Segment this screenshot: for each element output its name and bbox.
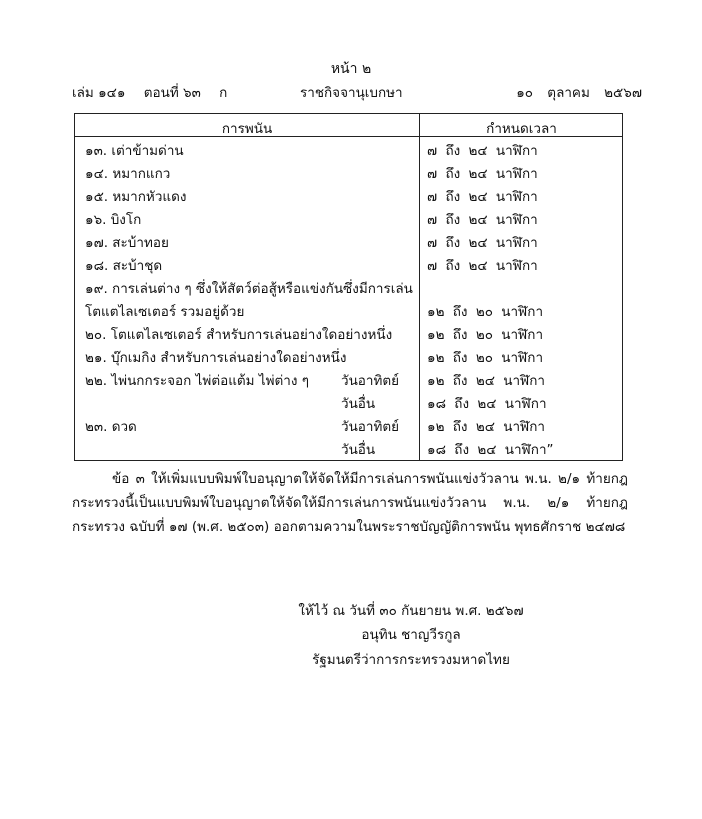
- row-item: ๑๙. การเล่นต่าง ๆ ซึ่งให้สัตว์ต่อสู้หรือแข่งกันซึ่งมีการเล่น: [85, 281, 413, 297]
- table-row: [75, 438, 624, 461]
- gazette-header-left: [72, 81, 241, 103]
- row-time: ๑๒ ถึง ๒๐ นาฬิกา: [427, 304, 544, 320]
- table-row: [75, 392, 624, 415]
- row-time: ๗ ถึง ๒๔ นาฬิกา: [427, 143, 538, 159]
- row-item: ๑๕. หมากหัวแดง: [85, 189, 187, 205]
- row-time: ๑๘ ถึง ๒๔ นาฬิกา: [427, 396, 547, 412]
- table-row: [75, 369, 624, 392]
- row-item: ๑๗. สะบ้าทอย: [85, 235, 169, 251]
- gambling-schedule-table: [74, 113, 623, 461]
- table-row: [75, 208, 624, 231]
- date-day: ๑๐: [516, 85, 533, 101]
- row-item: ๒๑. บุ๊กเมกิง สำหรับการเล่นอย่างใดอย่างหนึ่ง: [85, 350, 347, 366]
- row-time: ๗ ถึง ๒๔ นาฬิกา: [427, 235, 538, 251]
- row-item: ๒๐. โตแตไลเซเตอร์ สำหรับการเล่นอย่างใดอย่างหนึ่ง: [85, 327, 393, 343]
- table-row: [75, 254, 624, 277]
- row-day: วันอาทิตย์: [341, 419, 400, 435]
- date-year: ๒๕๖๗: [604, 85, 642, 101]
- table-row: [75, 185, 624, 208]
- row-time: ๑๒ ถึง ๒๐ นาฬิกา: [427, 327, 544, 343]
- column-header-time: กำหนดเวลา: [486, 121, 557, 137]
- table-row: [75, 277, 624, 300]
- table-row: [75, 346, 624, 369]
- given-date: ให้ไว้ ณ วันที่ ๓๐ กันยายน พ.ศ. ๒๕๖๗: [298, 603, 524, 619]
- row-item: ๒๓. ดวด: [85, 419, 137, 435]
- gazette-date: [506, 81, 642, 103]
- row-time: ๗ ถึง ๒๔ นาฬิกา: [427, 166, 538, 182]
- date-month: ตุลาคม: [547, 85, 590, 101]
- table-row: [75, 415, 624, 438]
- column-header-gambling: การพนัน: [221, 121, 273, 137]
- row-time: ๑๒ ถึง ๒๐ นาฬิกา: [427, 350, 544, 366]
- row-day: วันอื่น: [341, 442, 376, 458]
- row-time: ๑๒ ถึง ๒๔ นาฬิกา: [427, 419, 546, 435]
- signatory-name: อนุทิน ชาญวีรกูล: [361, 627, 461, 643]
- table-row: [75, 162, 624, 185]
- row-item: ๑๔. หมากแกว: [85, 166, 171, 182]
- page-number: หน้า ๒: [330, 61, 372, 77]
- row-time: ๗ ถึง ๒๔ นาฬิกา: [427, 258, 538, 274]
- table-row: [75, 323, 624, 346]
- table-row: [75, 139, 624, 162]
- row-item: โตแตไลเซเตอร์ รวมอยู่ด้วย: [85, 304, 245, 320]
- row-day: วันอื่น: [341, 396, 376, 412]
- row-time: ๑๘ ถึง ๒๔ นาฬิกา”: [427, 442, 554, 458]
- row-time: ๑๒ ถึง ๒๔ นาฬิกา: [427, 373, 546, 389]
- table-row: [75, 300, 624, 323]
- row-day: วันอาทิตย์: [341, 373, 400, 389]
- clause-3-paragraph: ข้อ ๓ ให้เพิ่มแบบพิมพ์ใบอนุญาตให้จัดให้มีการเล่นการพนันแข่งวัวลาน พ.น. ๒/๑ ท้ายกฎกระทรวงนี้เป็นแบบพิมพ์ใบอนุญาตให้จัดให้มีการเล่นการพนันแข่งวัวลาน พ.น. ๒/๑ ท้ายกฎกระทรวง ฉบับที่ ๑๗ (พ.ศ. ๒๕๐๓) ออกตามความในพระราชบัญญัติการพนัน พุทธศักราช ๒๔๗๘: [72, 471, 628, 535]
- table-row: [75, 231, 624, 254]
- section-label: ตอนที่ ๖๓: [143, 85, 201, 101]
- volume-label: เล่ม ๑๔๑: [72, 85, 126, 101]
- row-item: ๑๘. สะบ้าชุด: [85, 258, 163, 274]
- signatory-title: รัฐมนตรีว่าการกระทรวงมหาดไทย: [312, 652, 510, 668]
- section-letter: ก: [219, 85, 228, 101]
- row-time: ๗ ถึง ๒๔ นาฬิกา: [427, 212, 538, 228]
- gazette-title: ราชกิจจานุเบกษา: [300, 85, 403, 101]
- row-item: ๒๒. ไพ่นกกระจอก ไพ่ต่อแต้ม ไพ่ต่าง ๆ: [85, 373, 310, 389]
- row-time: ๗ ถึง ๒๔ นาฬิกา: [427, 189, 538, 205]
- row-item: ๑๓. เต่าข้ามด่าน: [85, 143, 184, 159]
- row-item: ๑๖. บิงโก: [85, 212, 142, 228]
